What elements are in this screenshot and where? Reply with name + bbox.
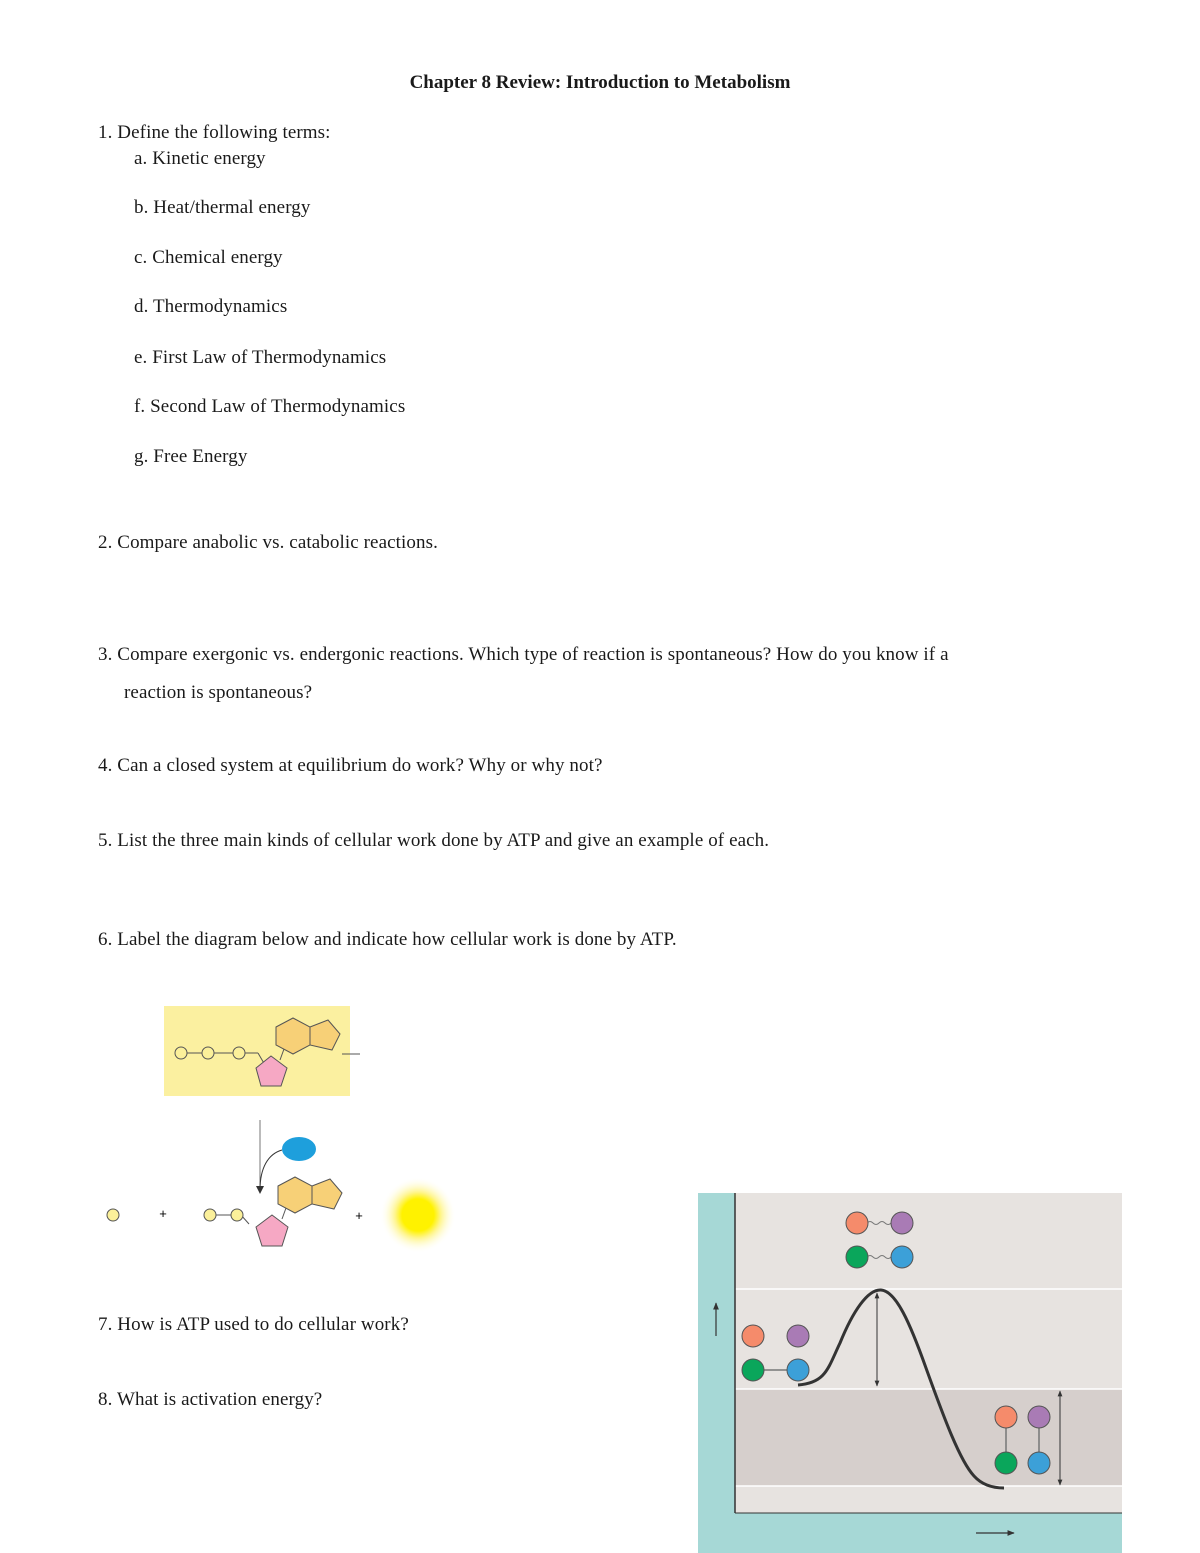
adp-adenine-ring-5-icon	[312, 1179, 342, 1209]
question-4: 4. Can a closed system at equilibrium do work? Why or why not?	[98, 755, 603, 776]
adp-ribose-icon	[256, 1215, 288, 1246]
question-3: 3. Compare exergonic vs. endergonic reactions. Which type of reaction is spontaneous? How do you know if a	[98, 644, 949, 665]
water-molecule-icon	[282, 1137, 316, 1161]
atp-highlight-box	[164, 1006, 350, 1096]
page-title: Chapter 8 Review: Introduction to Metabolism	[409, 72, 791, 93]
term-kinetic-energy: a. Kinetic energy	[134, 148, 266, 169]
atp-hydrolysis-diagram	[100, 1118, 460, 1268]
atp-molecule-diagram	[160, 1000, 360, 1100]
question-5: 5. List the three main kinds of cellular work done by ATP and give an example of each.	[98, 830, 770, 851]
term-second-law: f. Second Law of Thermodynamics	[134, 396, 406, 417]
term-heat-energy: b. Heat/thermal energy	[134, 197, 311, 218]
term-chemical-energy: c. Chemical energy	[134, 247, 283, 268]
phosphate-1-icon	[175, 1047, 187, 1059]
phosphate-2-icon	[202, 1047, 214, 1059]
term-thermodynamics: d. Thermodynamics	[134, 296, 288, 317]
adp-phosphate-1-icon	[204, 1209, 216, 1221]
adp-phosphate-2-icon	[231, 1209, 243, 1221]
question-8: 8. What is activation energy?	[98, 1389, 323, 1410]
question-3-continued: reaction is spontaneous?	[124, 682, 313, 703]
question-1: 1. Define the following terms:	[98, 122, 331, 143]
energy-release-icon	[380, 1177, 456, 1253]
free-phosphate-icon	[107, 1209, 119, 1221]
delta-g-band	[735, 1389, 1122, 1486]
plus-sign-2: +	[355, 1208, 363, 1223]
term-free-energy: g. Free Energy	[134, 446, 248, 467]
question-7: 7. How is ATP used to do cellular work?	[98, 1314, 409, 1335]
adp-adenine-ring-6-icon	[278, 1177, 312, 1213]
question-6: 6. Label the diagram below and indicate how cellular work is done by ATP.	[98, 929, 677, 950]
term-first-law: e. First Law of Thermodynamics	[134, 347, 387, 368]
activation-energy-diagram	[698, 1193, 1122, 1553]
question-2: 2. Compare anabolic vs. catabolic reactions.	[98, 532, 438, 553]
phosphate-3-icon	[233, 1047, 245, 1059]
hydrolysis-arrow-icon	[260, 1150, 282, 1190]
plus-sign-1: +	[159, 1206, 167, 1221]
